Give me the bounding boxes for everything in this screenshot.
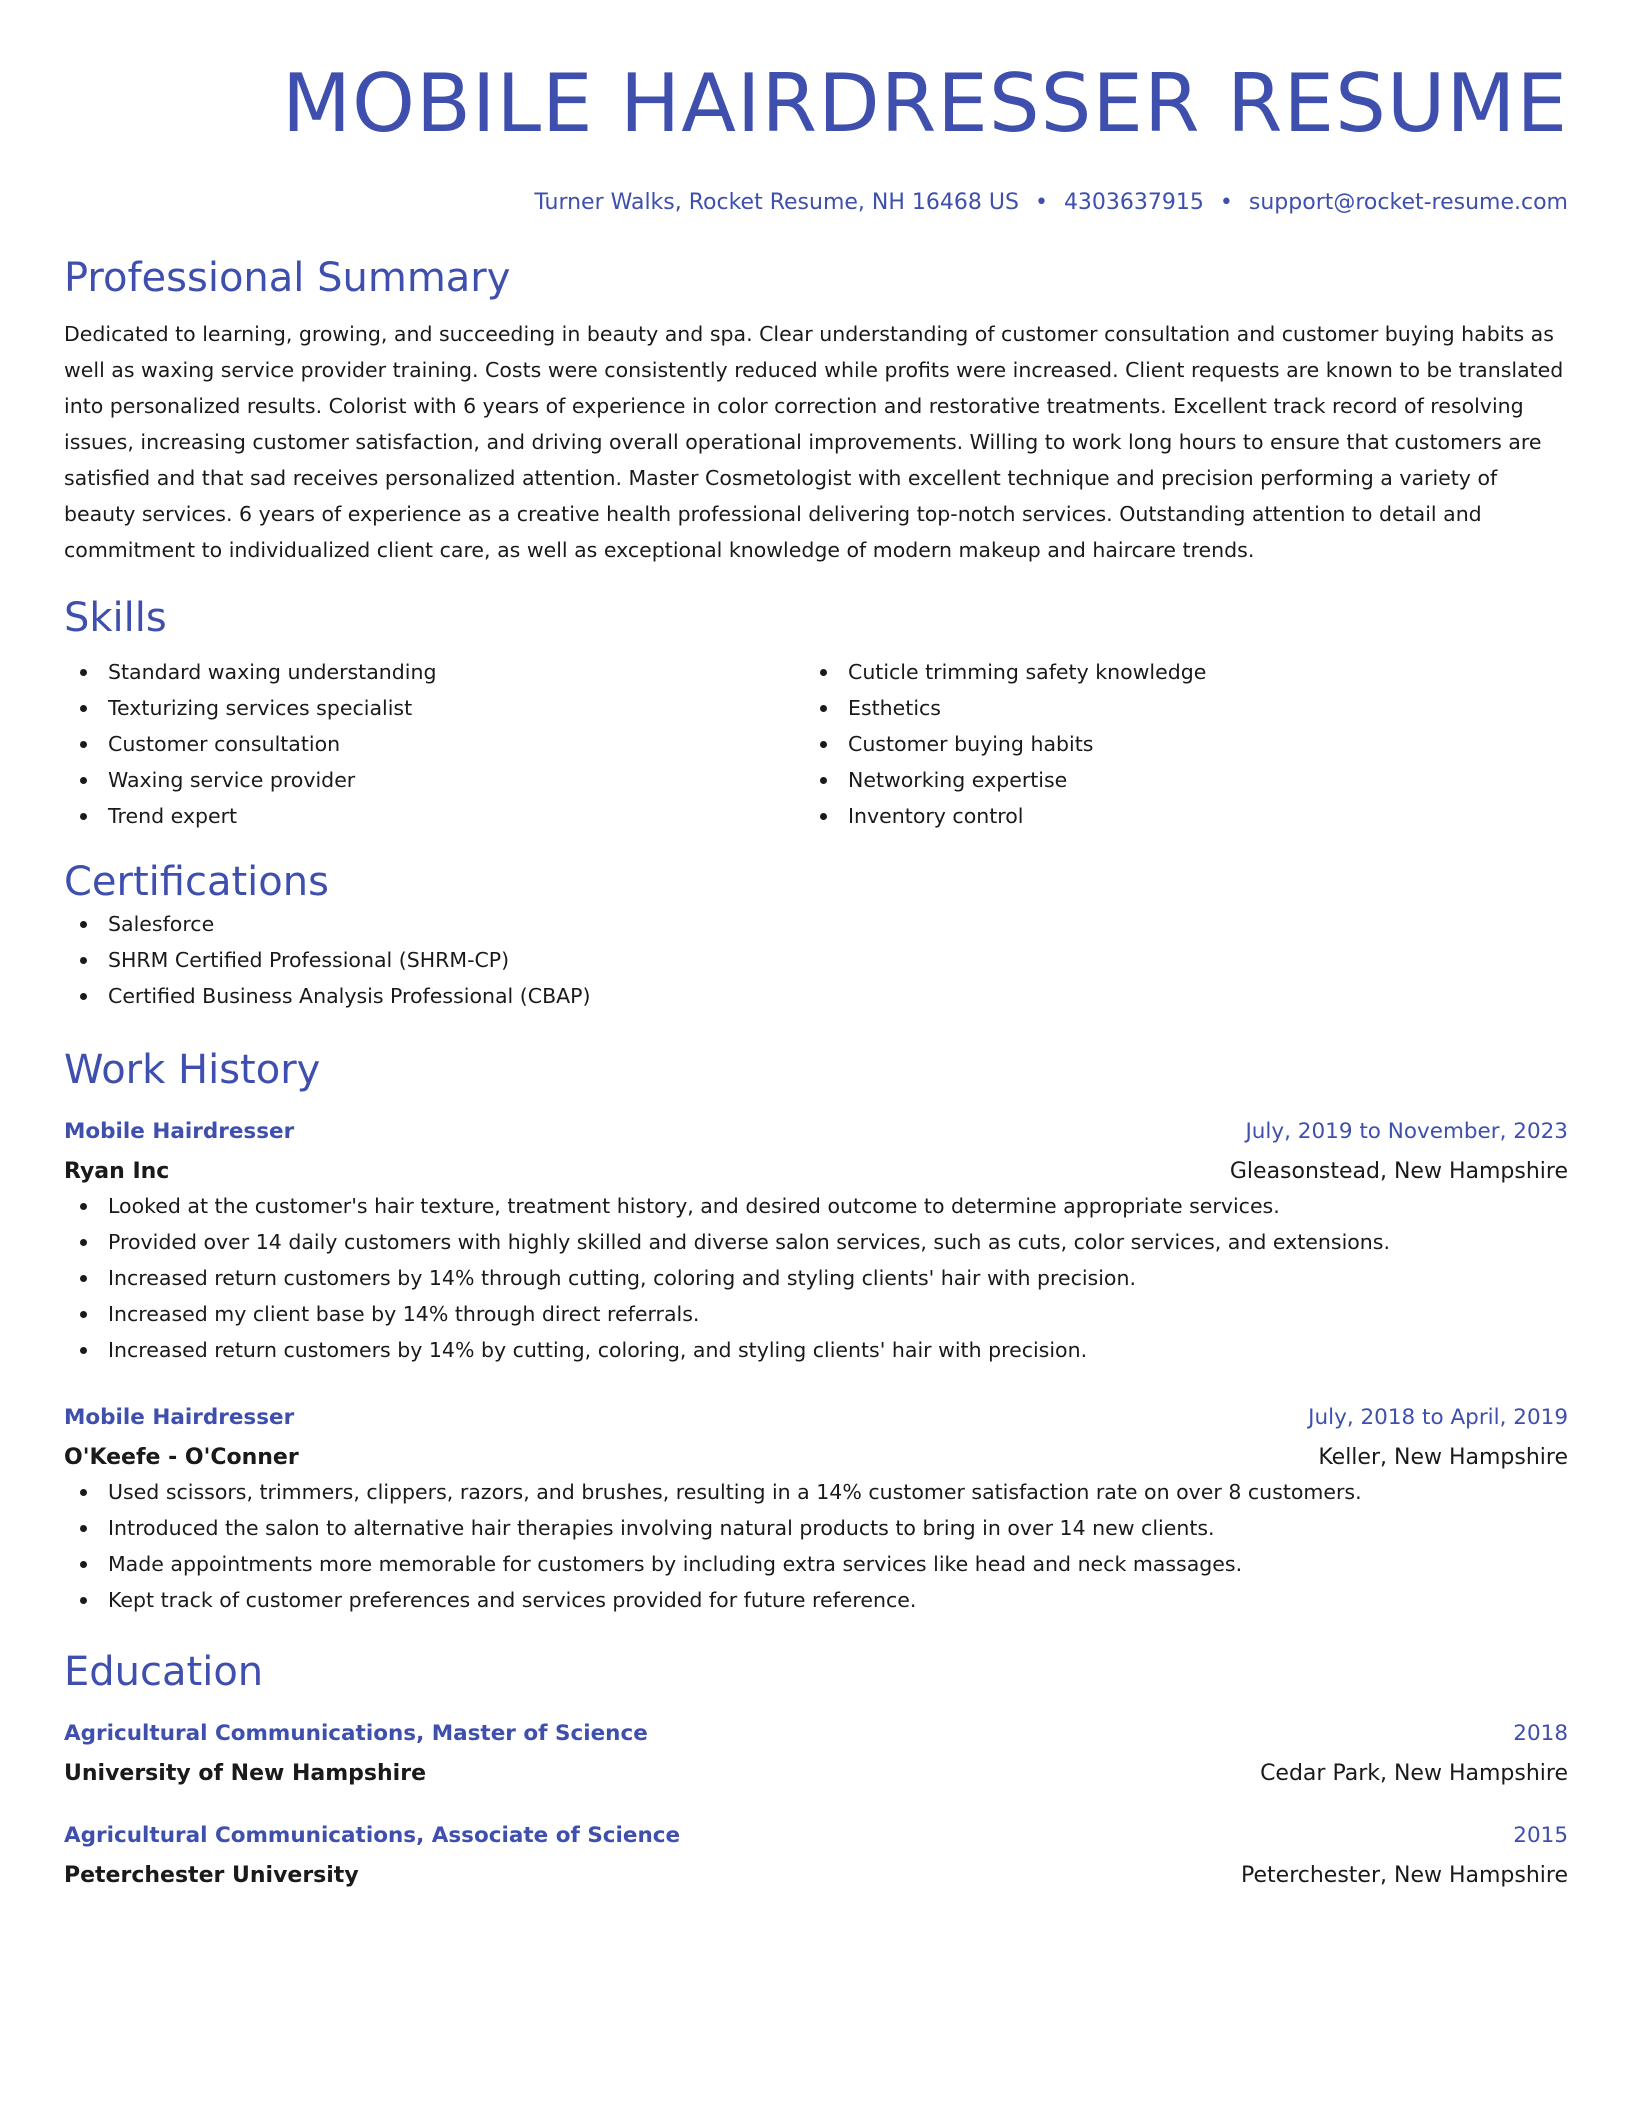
skill-item: Inventory control xyxy=(804,798,1544,834)
certification-item: SHRM Certified Professional (SHRM-CP) xyxy=(64,942,1568,978)
contact-separator: • xyxy=(1034,190,1048,215)
skill-item: Trend expert xyxy=(64,798,804,834)
job-title-row xyxy=(64,1116,1568,1148)
education-degree-row xyxy=(64,1820,1568,1852)
job-company-row xyxy=(64,1442,1568,1474)
job-role: Mobile Hairdresser xyxy=(64,1405,295,1430)
skill-item: Cuticle trimming safety knowledge xyxy=(804,654,1544,690)
skill-item: Texturizing services specialist xyxy=(64,690,804,726)
education-location: Peterchester, New Hampshire xyxy=(1241,1863,1568,1888)
job-dates: July, 2018 to April, 2019 xyxy=(1308,1405,1568,1430)
skills-list-right xyxy=(804,654,1544,834)
skill-item: Customer consultation xyxy=(64,726,804,762)
job-company: O'Keefe - O'Conner xyxy=(64,1445,299,1470)
education-degree: Agricultural Communications, Master of Science xyxy=(64,1721,648,1746)
job-entry xyxy=(64,1402,1568,1618)
job-bullets xyxy=(64,1474,1568,1618)
education-location: Cedar Park, New Hampshire xyxy=(1260,1761,1568,1786)
job-role: Mobile Hairdresser xyxy=(64,1119,295,1144)
job-bullet: Kept track of customer preferences and services provided for future reference. xyxy=(64,1582,1568,1618)
skill-item: Waxing service provider xyxy=(64,762,804,798)
skills-column-left xyxy=(64,654,804,834)
resume-header xyxy=(64,56,1568,218)
job-bullet: Used scissors, trimmers, clippers, razors, and brushes, resulting in a 14% customer satisfaction rate on over 8 customers. xyxy=(64,1474,1568,1510)
job-location: Gleasonstead, New Hampshire xyxy=(1229,1159,1568,1184)
certification-item: Salesforce xyxy=(64,906,1568,942)
job-location: Keller, New Hampshire xyxy=(1318,1445,1568,1470)
certifications-list xyxy=(64,906,1568,1014)
job-bullets xyxy=(64,1188,1568,1368)
contact-email: support@rocket-resume.com xyxy=(1248,190,1568,215)
summary-section xyxy=(64,254,1568,568)
education-year: 2018 xyxy=(1513,1721,1568,1746)
education-school-row xyxy=(64,1860,1568,1892)
skill-item: Standard waxing understanding xyxy=(64,654,804,690)
job-bullet: Looked at the customer's hair texture, treatment history, and desired outcome to determine appropriate services. xyxy=(64,1188,1568,1224)
skill-item: Networking expertise xyxy=(804,762,1544,798)
certifications-section xyxy=(64,858,1568,1014)
skill-item: Customer buying habits xyxy=(804,726,1544,762)
contact-address: Turner Walks, Rocket Resume, NH 16468 US xyxy=(534,190,1019,215)
certifications-heading: Certifications xyxy=(64,859,329,905)
education-heading: Education xyxy=(64,1649,264,1695)
job-title-row xyxy=(64,1402,1568,1434)
job-company: Ryan Inc xyxy=(64,1159,170,1184)
work-history-heading: Work History xyxy=(64,1047,321,1093)
skills-section xyxy=(64,594,1568,834)
summary-text: Dedicated to learning, growing, and succeeding in beauty and spa. Clear understanding of customer consultation and customer buying habits as well as waxing service provider training. Costs were consistently reduced while profits were increased. Client requests are known to be translated into personalized results. Colorist with 6 years of experience in color correction and restorative treatments. Excellent track record of resolving issues, increasing customer satisfaction, and driving overall operational improvements. Willing to work long hours to ensure that customers are satisfied and that sad receives personalized attention. Master Cosmetologist with excellent technique and precision performing a variety of beauty services. 6 years of experience as a creative health professional delivering top-notch services. Outstanding attention to detail and commitment to individualized client care, as well as exceptional knowledge of modern makeup and haircare trends. xyxy=(64,322,1564,562)
education-degree: Agricultural Communications, Associate of Science xyxy=(64,1823,681,1848)
skills-column-right xyxy=(804,654,1544,834)
certification-item: Certified Business Analysis Professional (CBAP) xyxy=(64,978,1568,1014)
education-year: 2015 xyxy=(1513,1823,1568,1848)
job-dates: July, 2019 to November, 2023 xyxy=(1245,1119,1568,1144)
education-school: University of New Hampshire xyxy=(64,1761,426,1786)
work-history-section xyxy=(64,1046,1568,1618)
education-entry xyxy=(64,1718,1568,1790)
job-bullet: Increased return customers by 14% by cutting, coloring, and styling clients' hair with precision. xyxy=(64,1332,1568,1368)
job-company-row xyxy=(64,1156,1568,1188)
skills-list-left xyxy=(64,654,804,834)
job-bullet: Provided over 14 daily customers with highly skilled and diverse salon services, such as cuts, color services, and extensions. xyxy=(64,1224,1568,1260)
summary-heading: Professional Summary xyxy=(64,255,511,301)
education-degree-row xyxy=(64,1718,1568,1750)
education-section xyxy=(64,1648,1568,1892)
contact-separator: • xyxy=(1219,190,1233,215)
job-bullet: Increased my client base by 14% through direct referrals. xyxy=(64,1296,1568,1332)
job-bullet: Introduced the salon to alternative hair therapies involving natural products to bring in over 14 new clients. xyxy=(64,1510,1568,1546)
contact-line xyxy=(64,188,1568,218)
education-entry xyxy=(64,1820,1568,1892)
job-bullet: Increased return customers by 14% through cutting, coloring and styling clients' hair with precision. xyxy=(64,1260,1568,1296)
job-bullet: Made appointments more memorable for customers by including extra services like head and neck massages. xyxy=(64,1546,1568,1582)
resume-title: MOBILE HAIRDRESSER RESUME xyxy=(282,57,1568,150)
skills-columns xyxy=(64,654,1568,834)
skills-heading: Skills xyxy=(64,595,167,641)
skill-item: Esthetics xyxy=(804,690,1544,726)
job-entry xyxy=(64,1116,1568,1368)
education-school: Peterchester University xyxy=(64,1863,359,1888)
education-school-row xyxy=(64,1758,1568,1790)
contact-phone: 4303637915 xyxy=(1063,190,1204,215)
